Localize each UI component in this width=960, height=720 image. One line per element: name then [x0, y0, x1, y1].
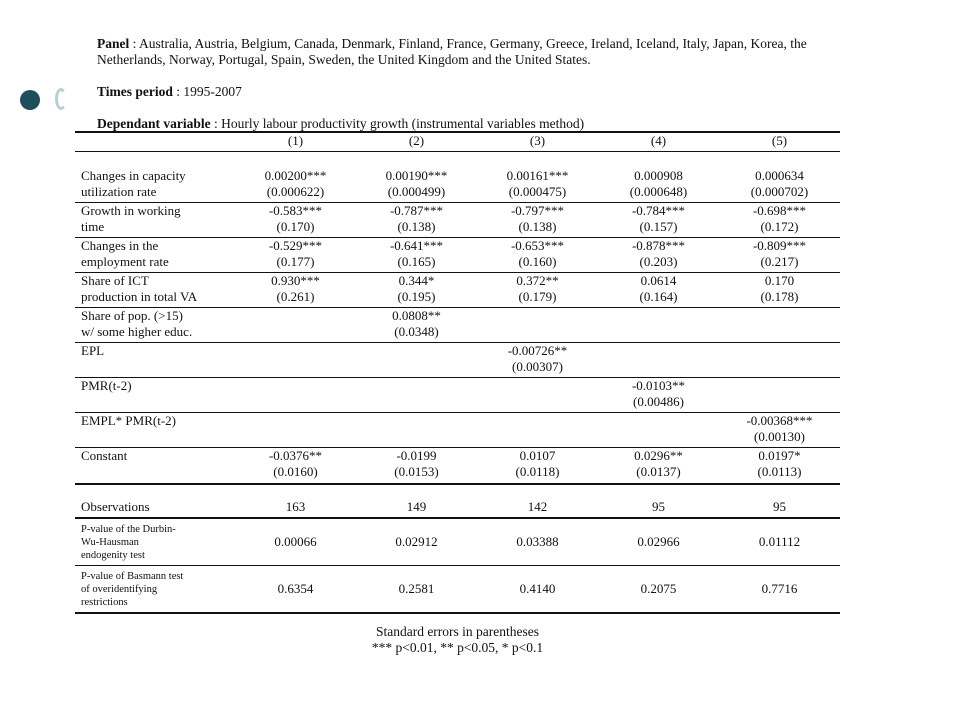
table-cell: [235, 413, 356, 448]
table-cell: 0.03388: [477, 518, 598, 566]
row-label: P-value of the Durbin- Wu-Hausman endogenity test: [75, 518, 235, 566]
table-row-observations: [75, 499, 840, 518]
row-label: Constant: [75, 448, 235, 485]
regression-table: [75, 131, 840, 614]
table-cell: 0.000634 (0.000702): [719, 168, 840, 203]
table-row: [75, 238, 840, 273]
table-cell: -0.583*** (0.170): [235, 203, 356, 238]
table-cell: 0.0614 (0.164): [598, 273, 719, 308]
table-cell: -0.784*** (0.157): [598, 203, 719, 238]
table-cell: [477, 413, 598, 448]
table-cell: -0.809*** (0.217): [719, 238, 840, 273]
header-blank: [75, 132, 235, 152]
dep-label: Dependant variable: [97, 116, 211, 131]
table-cell: 0.4140: [477, 566, 598, 614]
table-row: [75, 168, 840, 203]
table-cell: 0.372** (0.179): [477, 273, 598, 308]
table-cell: -0.787*** (0.138): [356, 203, 477, 238]
table-cell: -0.0376** (0.0160): [235, 448, 356, 485]
table-cell: [477, 378, 598, 413]
column-header: (4): [598, 132, 719, 152]
table-cell: -0.0199 (0.0153): [356, 448, 477, 485]
table-cell: 142: [477, 499, 598, 518]
column-header: (2): [356, 132, 477, 152]
period-label: Times period: [97, 84, 173, 99]
table-row: [75, 308, 840, 343]
table-cell: 0.2075: [598, 566, 719, 614]
panel-description: [97, 36, 817, 68]
row-label: Growth in working time: [75, 203, 235, 238]
table-cell: 0.02966: [598, 518, 719, 566]
table-cell: 0.00200*** (0.000622): [235, 168, 356, 203]
table-cell: 0.0296** (0.0137): [598, 448, 719, 485]
table-cell: -0.0103** (0.00486): [598, 378, 719, 413]
row-label: P-value of Basmann test of overidentifying restrictions: [75, 566, 235, 614]
table-cell: 0.2581: [356, 566, 477, 614]
table-cell: [356, 343, 477, 378]
dep-value: : Hourly labour productivity growth (instrumental variables method): [210, 116, 585, 131]
row-label: Changes in capacity utilization rate: [75, 168, 235, 203]
table-cell: 0.00190*** (0.000499): [356, 168, 477, 203]
footnote-significance: *** p<0.01, ** p<0.05, * p<0.1: [371, 640, 544, 655]
table-cell: -0.00726** (0.00307): [477, 343, 598, 378]
table-row: [75, 203, 840, 238]
table-cell: 0.930*** (0.261): [235, 273, 356, 308]
table-row-dwh-test: [75, 518, 840, 566]
row-label: PMR(t-2): [75, 378, 235, 413]
table-cell: -0.529*** (0.177): [235, 238, 356, 273]
footnote-standard-errors: Standard errors in parentheses: [375, 624, 540, 639]
table-cell: 0.170 (0.178): [719, 273, 840, 308]
period-value: : 1995-2007: [172, 84, 242, 99]
column-header: (5): [719, 132, 840, 152]
column-header: (1): [235, 132, 356, 152]
row-label: EPL: [75, 343, 235, 378]
table-cell: [719, 343, 840, 378]
table-cell: 0.0107 (0.0118): [477, 448, 598, 485]
table-cell: -0.698*** (0.172): [719, 203, 840, 238]
table-row: [75, 343, 840, 378]
table-cell: [598, 343, 719, 378]
table-cell: [235, 308, 356, 343]
row-label: Observations: [75, 499, 235, 518]
panel-countries: : Australia, Austria, Belgium, Canada, Denmark, Finland, France, Germany, Greece, Ireland, Iceland, Italy, Japan, Korea, the Netherlands, Norway, Portugal, Spain, Sweden, the United Kingdom and the United States.: [97, 36, 807, 67]
table-cell: [477, 308, 598, 343]
table-row: [75, 413, 840, 448]
row-label: EMPL* PMR(t-2): [75, 413, 235, 448]
table-cell: -0.641*** (0.165): [356, 238, 477, 273]
panel-label: Panel: [97, 36, 130, 51]
table-cell: -0.00368*** (0.00130): [719, 413, 840, 448]
table-cell: 149: [356, 499, 477, 518]
bullet-ring-icon: [55, 88, 67, 110]
table-cell: [235, 378, 356, 413]
bullet-icon: [20, 90, 40, 110]
table-cell: 0.7716: [719, 566, 840, 614]
table-row-basmann-test: [75, 566, 840, 614]
table-cell: 95: [598, 499, 719, 518]
row-label: Share of ICT production in total VA: [75, 273, 235, 308]
table-row: [75, 378, 840, 413]
row-label: Changes in the employment rate: [75, 238, 235, 273]
table-cell: 0.01112: [719, 518, 840, 566]
dependent-variable: [97, 116, 584, 132]
table-cell: [719, 378, 840, 413]
table-cell: [235, 343, 356, 378]
table-row: [75, 448, 840, 485]
table-cell: [356, 378, 477, 413]
table-cell: 0.000908 (0.000648): [598, 168, 719, 203]
table-cell: [356, 413, 477, 448]
time-period: [97, 84, 242, 100]
table-cell: 95: [719, 499, 840, 518]
table-cell: -0.797*** (0.138): [477, 203, 598, 238]
table-cell: [598, 413, 719, 448]
table-row: [75, 273, 840, 308]
table-cell: -0.653*** (0.160): [477, 238, 598, 273]
table-cell: 0.6354: [235, 566, 356, 614]
table-cell: 0.344* (0.195): [356, 273, 477, 308]
table-cell: 163: [235, 499, 356, 518]
table-cell: 0.00066: [235, 518, 356, 566]
table-cell: 0.02912: [356, 518, 477, 566]
table-cell: [719, 308, 840, 343]
column-header-row: [75, 132, 840, 152]
table-cell: 0.0197* (0.0113): [719, 448, 840, 485]
table-cell: [598, 308, 719, 343]
column-header: (3): [477, 132, 598, 152]
row-label: Share of pop. (>15) w/ some higher educ.: [75, 308, 235, 343]
table-cell: -0.878*** (0.203): [598, 238, 719, 273]
table-cell: 0.00161*** (0.000475): [477, 168, 598, 203]
table-cell: 0.0808** (0.0348): [356, 308, 477, 343]
